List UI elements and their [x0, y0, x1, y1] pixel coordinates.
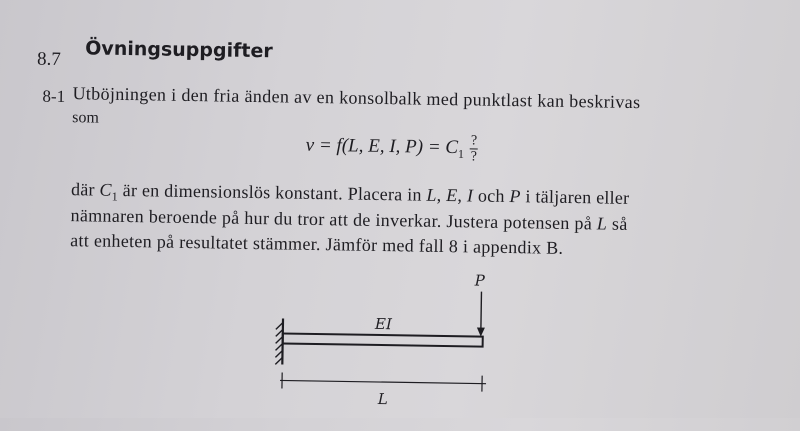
stiffness-label: EI: [374, 315, 393, 333]
point-load-arrow: [481, 292, 482, 332]
separator: ,: [457, 185, 467, 205]
formula-subscript: 1: [458, 147, 464, 161]
formula-fraction: [470, 133, 479, 164]
text-span: i täljaren eller: [521, 186, 630, 208]
section-number: 8.7: [37, 49, 61, 71]
beam: [283, 333, 483, 346]
formula-lhs: v = f(L, E, I, P) = C: [306, 135, 459, 158]
var-c-subscript: 1: [112, 189, 118, 203]
exercise-text-line-2: som: [72, 109, 99, 127]
cantilever-beam-figure: [263, 266, 505, 420]
load-label: P: [474, 271, 486, 289]
text-span: och: [473, 185, 510, 206]
deflection-formula: [305, 131, 478, 165]
var-i: I: [467, 185, 474, 205]
var-e: E: [446, 185, 458, 205]
length-label: L: [377, 390, 388, 408]
section-title: Övningsuppgifter: [85, 37, 273, 62]
var-c: C: [99, 180, 112, 200]
text-span: så: [607, 214, 628, 234]
separator: ,: [437, 185, 447, 205]
text-span: nämnaren beroende på hur du tror att de inverkar. Justera potensen på: [70, 205, 597, 233]
formula-numerator: ?: [470, 133, 478, 149]
exercise-text-line-1: Utböjningen i den fria änden av en konsolbalk med punktlast kan beskrivas: [72, 83, 640, 113]
text-span: där: [71, 179, 100, 199]
beam-diagram: [263, 266, 505, 420]
point-load-arrowhead: [477, 328, 485, 337]
var-p: P: [509, 186, 521, 206]
formula-denominator: ?: [470, 149, 478, 164]
exercise-number: 8-1: [42, 87, 65, 107]
length-dimension-line: [280, 380, 486, 383]
var-l: L: [597, 213, 608, 233]
exercise-text-line-6: att enheten på resultatet stämmer. Jämför med fall 8 i appendix B.: [70, 230, 563, 259]
var-l: L: [426, 185, 437, 205]
text-span: är en dimensionslös konstant. Placera in: [118, 180, 427, 205]
